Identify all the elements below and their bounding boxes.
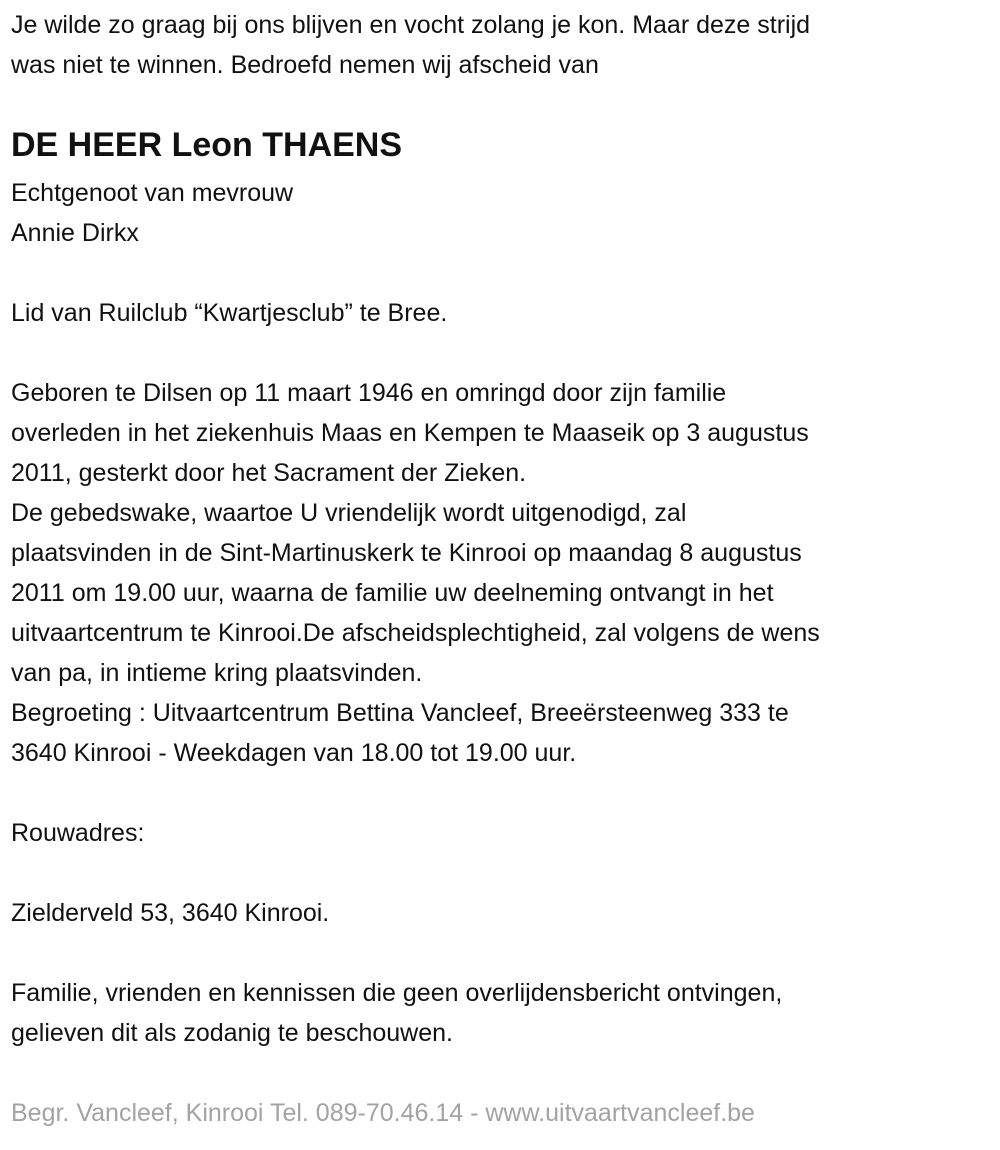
closing-line: Familie, vrienden en kennissen die geen overlijdensbericht ontvingen, xyxy=(11,979,783,1007)
obituary-notice xyxy=(11,5,1000,1133)
details-line: uitvaartcentrum te Kinrooi.De afscheidsplechtigheid, zal volgens de wens xyxy=(11,619,820,647)
details-line: Geboren te Dilsen op 11 maart 1946 en omringd door zijn familie xyxy=(11,379,727,407)
spouse-line: Annie Dirkx xyxy=(11,219,139,247)
details-line: 2011 om 19.00 uur, waarna de familie uw deelneming ontvangt in het xyxy=(11,579,774,607)
funeral-home-footer: Begr. Vancleef, Kinrooi Tel. 089-70.46.14 - www.uitvaartvancleef.be xyxy=(11,1099,755,1127)
details-line: plaatsvinden in de Sint-Martinuskerk te Kinrooi op maandag 8 augustus xyxy=(11,539,802,567)
intro-line: Je wilde zo graag bij ons blijven en vocht zolang je kon. Maar deze strijd xyxy=(11,11,811,39)
intro-line: was niet te winnen. Bedroefd nemen wij afscheid van xyxy=(11,51,599,79)
details-line: Begroeting : Uitvaartcentrum Bettina Vancleef, Breeërsteenweg 333 te xyxy=(11,699,789,727)
details-line: 3640 Kinrooi - Weekdagen van 18.00 tot 19.00 uur. xyxy=(11,739,577,767)
details-line: overleden in het ziekenhuis Maas en Kempen te Maaseik op 3 augustus xyxy=(11,419,809,447)
deceased-name: DE HEER Leon THAENS xyxy=(11,126,403,164)
details-line: 2011, gesterkt door het Sacrament der Zieken. xyxy=(11,459,527,487)
membership: Lid van Ruilclub “Kwartjesclub” te Bree. xyxy=(11,299,448,327)
spouse-line: Echtgenoot van mevrouw xyxy=(11,179,294,207)
closing-line: gelieven dit als zodanig te beschouwen. xyxy=(11,1019,453,1047)
details-line: van pa, in intieme kring plaatsvinden. xyxy=(11,659,423,687)
details-line: De gebedswake, waartoe U vriendelijk wordt uitgenodigd, zal xyxy=(11,499,687,527)
address: Zielderveld 53, 3640 Kinrooi. xyxy=(11,899,330,927)
address-label: Rouwadres: xyxy=(11,819,145,847)
